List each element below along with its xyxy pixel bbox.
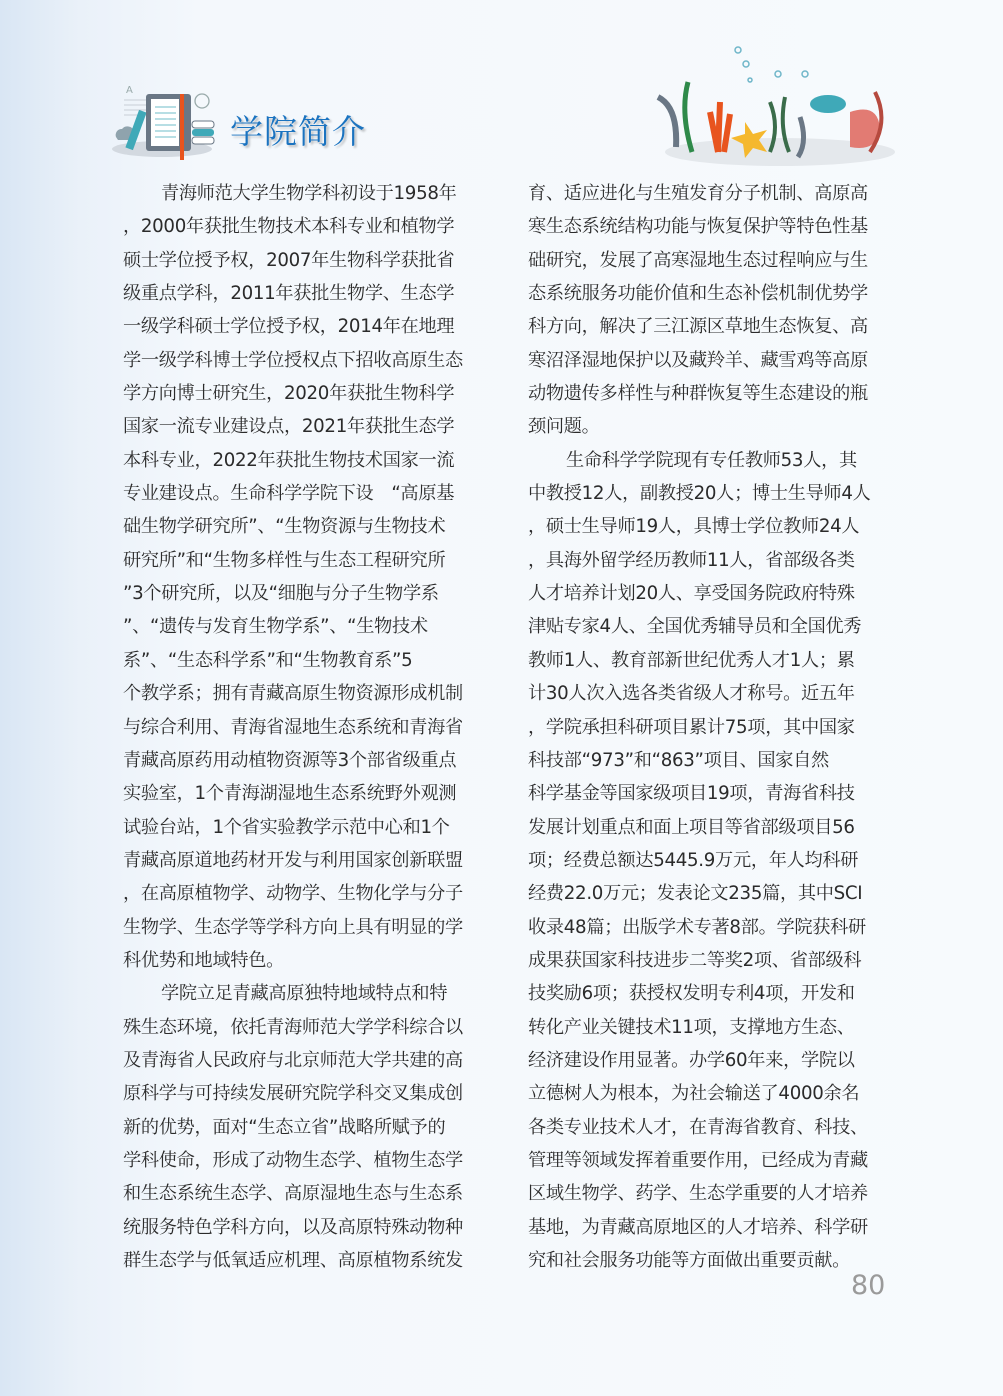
- text-line: 专业建设点。生命科学学院下设 “高原基: [123, 483, 455, 505]
- text-line: 硕士学位授予权，2007年生物科学获批省: [123, 249, 455, 271]
- page-title: 学院简介: [230, 112, 366, 151]
- text-line: 原科学与可持续发展研究院学科交叉集成创: [123, 1083, 463, 1105]
- text-line: 技奖励6项；获授权发明专利4项，开发和: [528, 983, 855, 1005]
- text-line: 生命科学学院现有专任教师53人，其: [566, 449, 857, 471]
- text-line: 颈问题。: [528, 416, 600, 438]
- marine-life-illustration: [650, 42, 898, 172]
- text-line: 科优势和地域特色。: [123, 949, 284, 971]
- right-column: [528, 177, 888, 1277]
- text-line: 立德树人为根本，为社会输送了4000余名: [528, 1083, 860, 1105]
- text-line: 管理等领域发挥着重要作用，已经成为青藏: [528, 1149, 868, 1171]
- text-line: ，2000年获批生物技术本科专业和植物学: [123, 216, 455, 238]
- text-line: 系”、“生态科学系”和“生物教育系”5: [123, 649, 413, 671]
- text-line: 寒沼泽湿地保护以及藏羚羊、藏雪鸡等高原: [528, 349, 868, 371]
- text-line: 统服务特色学科方向，以及高原特殊动物种: [123, 1216, 463, 1238]
- text-line: 津贴专家4人、全国优秀辅导员和全国优秀: [528, 616, 862, 638]
- text-line: 究和社会服务功能等方面做出重要贡献。: [528, 1250, 850, 1271]
- page-number: 80: [851, 1270, 886, 1301]
- text-line: 科方向，解决了三江源区草地生态恢复、高: [528, 316, 868, 338]
- text-line: 基地，为青藏高原地区的人才培养、科学研: [528, 1216, 868, 1238]
- text-line: 础研究，发展了高寒湿地生态过程响应与生: [528, 249, 868, 271]
- text-line: 国家一流专业建设点，2021年获批生态学: [123, 416, 455, 438]
- text-line: 新的优势，面对“生态立省”战略所赋予的: [123, 1116, 446, 1138]
- svg-text:A: A: [126, 85, 133, 96]
- text-line: 级重点学科，2011年获批生物学、生态学: [123, 283, 455, 305]
- text-line: 与综合利用、青海省湿地生态系统和青海省: [123, 716, 463, 738]
- text-line: ，在高原植物学、动物学、生物化学与分子: [123, 883, 463, 905]
- text-line: 本科专业，2022年获批生物技术国家一流: [123, 449, 455, 471]
- text-line: 础生物学研究所”、“生物资源与生物技术: [123, 516, 446, 538]
- text-line: 成果获国家科技进步二等奖2项、省部级科: [528, 949, 862, 971]
- text-line: 人才培养计划20人、享受国务院政府特殊: [528, 583, 855, 605]
- text-line: ，学院承担科研项目累计75项，其中国家: [528, 716, 855, 738]
- text-line: 经费22.0万元；发表论文235篇，其中SCI: [528, 883, 863, 905]
- text-line: 计30人次入选各类省级人才称号。近五年: [528, 683, 855, 705]
- text-line: 态系统服务功能价值和生态补偿机制优势学: [528, 283, 868, 305]
- text-line: 群生态学与低氧适应机理、高原植物系统发: [123, 1250, 463, 1271]
- text-line: 区域生物学、药学、生态学重要的人才培养: [528, 1183, 868, 1205]
- books-icon: [106, 75, 218, 160]
- text-line: 青海师范大学生物学科初设于1958年: [161, 183, 457, 204]
- text-line: ，具海外留学经历教师11人，省部级各类: [528, 549, 855, 571]
- text-line: 学院立足青藏高原独特地域特点和特: [161, 983, 448, 1005]
- text-line: 项；经费总额达5445.9万元，年人均科研: [528, 849, 859, 871]
- text-line: 各类专业技术人才，在青海省教育、科技、: [528, 1116, 868, 1138]
- text-line: 和生态系统生态学、高原湿地生态与生态系: [123, 1183, 463, 1205]
- text-line: 青藏高原药用动植物资源等3个部省级重点: [123, 749, 457, 771]
- text-line: 经济建设作用显著。办学60年来，学院以: [528, 1049, 855, 1071]
- text-line: 学科使命，形成了动物生态学、植物生态学: [123, 1149, 463, 1171]
- text-line: ，硕士生导师19人，具博士学位教师24人: [528, 516, 860, 538]
- text-line: 发展计划重点和面上项目等省部级项目56: [528, 816, 855, 838]
- text-line: 育、适应进化与生殖发育分子机制、高原高: [528, 183, 868, 204]
- text-line: 寒生态系统结构功能与恢复保护等特色性基: [528, 216, 868, 238]
- text-line: 转化产业关键技术11项，支撑地方生态、: [528, 1016, 855, 1038]
- text-line: 研究所”和“生物多样性与生态工程研究所: [123, 549, 446, 571]
- text-line: 收录48篇；出版学术专著8部。学院获科研: [528, 916, 866, 938]
- text-line: 青藏高原道地药材开发与利用国家创新联盟: [123, 849, 463, 871]
- text-line: 实验室，1个青海湖湿地生态系统野外观测: [123, 783, 457, 805]
- text-line: 教师1人、教育部新世纪优秀人才1人；累: [528, 649, 855, 671]
- text-line: ”3个研究所，以及“细胞与分子生物学系: [123, 583, 439, 605]
- text-line: 科技部“973”和“863”项目、国家自然: [528, 749, 829, 771]
- text-line: 一级学科硕士学位授予权，2014年在地理: [123, 316, 455, 338]
- text-line: 试验台站，1个省实验教学示范中心和1个: [123, 816, 450, 838]
- text-line: 个教学系；拥有青藏高原生物资源形成机制: [123, 683, 463, 705]
- text-line: 学方向博士研究生，2020年获批生物科学: [123, 383, 455, 405]
- text-line: ”、“遗传与发育生物学系”、“生物技术: [123, 616, 428, 638]
- text-line: 动物遗传多样性与种群恢复等生态建设的瓶: [528, 383, 868, 405]
- text-line: 中教授12人，副教授20人；博士生导师4人: [528, 483, 871, 505]
- left-column: [123, 177, 483, 1277]
- text-line: 学一级学科博士学位授权点下招收高原生态: [123, 349, 463, 371]
- text-line: 科学基金等国家级项目19项，青海省科技: [528, 783, 855, 805]
- text-line: 殊生态环境，依托青海师范大学学科综合以: [123, 1016, 463, 1038]
- text-line: 及青海省人民政府与北京师范大学共建的高: [123, 1049, 463, 1071]
- text-line: 生物学、生态学等学科方向上具有明显的学: [123, 916, 463, 938]
